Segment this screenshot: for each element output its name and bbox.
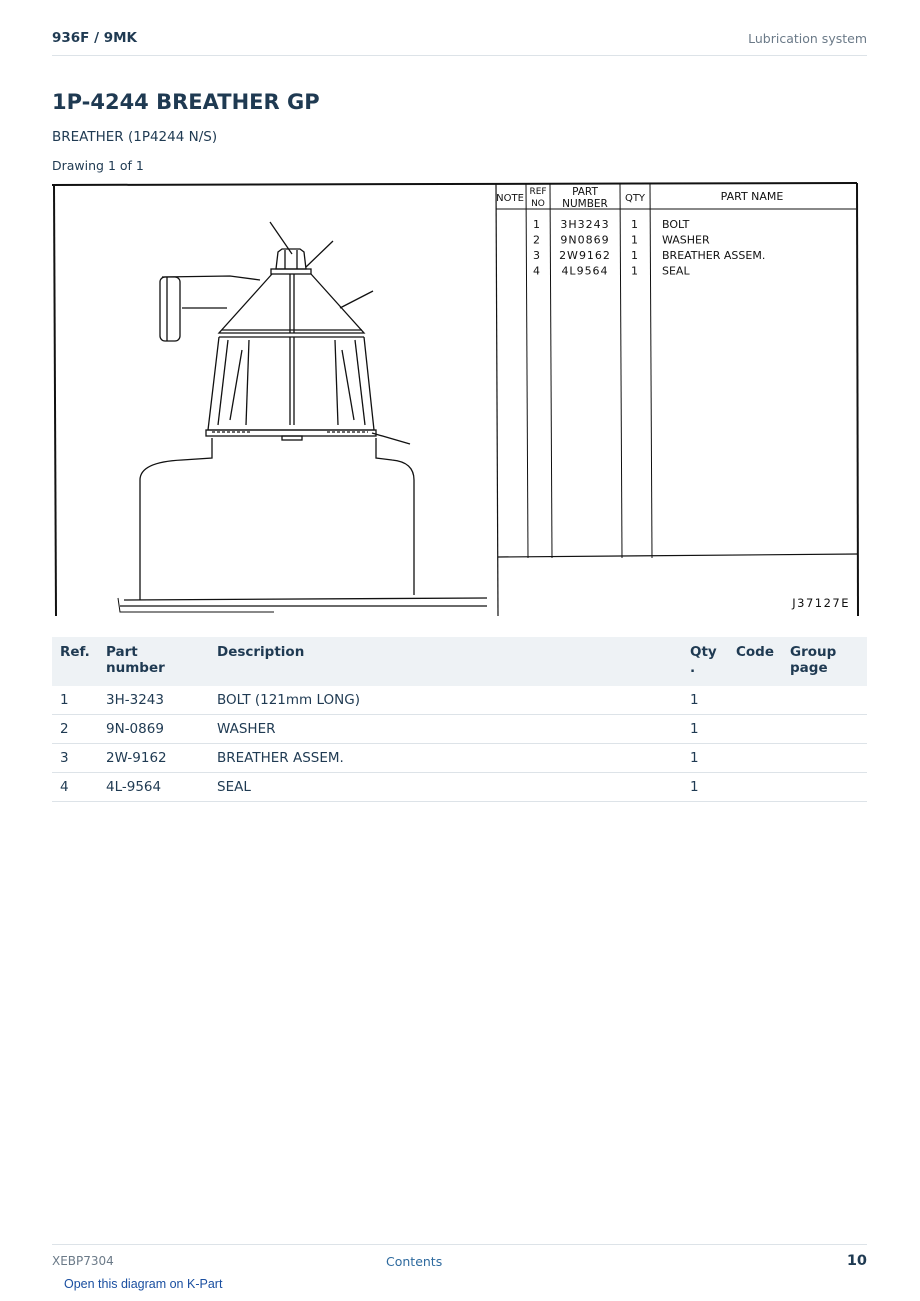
cell-code bbox=[728, 715, 782, 744]
drawing-header-part-2: NUMBER bbox=[562, 198, 608, 210]
cell-qty: 1 bbox=[682, 715, 728, 744]
drawing-row-qty: 1 bbox=[631, 249, 638, 262]
page-footer bbox=[52, 1244, 867, 1301]
drawing-row-ref: 3 bbox=[533, 249, 540, 262]
cell-ref: 4 bbox=[52, 773, 98, 802]
drawing-row-part-name: BOLT bbox=[662, 218, 690, 231]
drawing-row-qty: 1 bbox=[631, 218, 638, 231]
illustration-code: J37127E bbox=[792, 596, 850, 610]
col-group-page: Group page bbox=[782, 637, 867, 686]
document-id: XEBP7304 bbox=[52, 1254, 114, 1268]
drawing-header-part-1: PART bbox=[572, 186, 598, 198]
drawing-table-headers bbox=[496, 186, 783, 210]
table-row bbox=[52, 744, 867, 773]
model-label: 936F / 9MK bbox=[52, 30, 138, 46]
cell-part-number: 3H-3243 bbox=[98, 686, 209, 715]
cell-group-page bbox=[782, 744, 867, 773]
cell-ref: 2 bbox=[52, 715, 98, 744]
breather-illustration bbox=[118, 222, 487, 612]
drawing-row-part-name: BREATHER ASSEM. bbox=[662, 249, 766, 262]
drawing-row-part-number: 4L9564 bbox=[561, 264, 609, 278]
cell-part-number: 4L-9564 bbox=[98, 773, 209, 802]
kpart-link[interactable]: Open this diagram on K-Part bbox=[64, 1277, 223, 1291]
drawing-header-ref-2: NO bbox=[531, 199, 545, 209]
cell-description: BOLT (121mm LONG) bbox=[209, 686, 682, 715]
cell-code bbox=[728, 744, 782, 773]
drawing-label: Drawing 1 of 1 bbox=[52, 158, 144, 173]
drawing-row-ref: 2 bbox=[533, 233, 540, 247]
parts-table-body bbox=[52, 686, 867, 802]
drawing-row-part-name: WASHER bbox=[662, 233, 710, 247]
page-header bbox=[52, 28, 867, 56]
parts-diagram[interactable] bbox=[52, 180, 860, 618]
col-part-number: Part number bbox=[98, 637, 209, 686]
page-subtitle: BREATHER (1P4244 N/S) bbox=[52, 129, 218, 145]
drawing-header-qty: QTY bbox=[624, 193, 646, 204]
cell-code bbox=[728, 686, 782, 715]
section-label: Lubrication system bbox=[748, 31, 867, 46]
drawing-header-note: NOTE bbox=[496, 193, 524, 204]
cell-part-number: 2W-9162 bbox=[98, 744, 209, 773]
cell-group-page bbox=[782, 715, 867, 744]
contents-link[interactable]: Contents bbox=[386, 1254, 443, 1269]
col-qty: Qty . bbox=[682, 637, 728, 686]
cell-qty: 1 bbox=[682, 773, 728, 802]
drawing-row-part-number: 3H3243 bbox=[560, 218, 610, 231]
cell-code bbox=[728, 773, 782, 802]
cell-description: BREATHER ASSEM. bbox=[209, 744, 682, 773]
cell-group-page bbox=[782, 686, 867, 715]
table-row bbox=[52, 773, 867, 802]
cell-part-number: 9N-0869 bbox=[98, 715, 209, 744]
parts-table bbox=[52, 637, 867, 802]
drawing-row-part-number: 9N0869 bbox=[560, 233, 610, 247]
drawing-row-ref: 1 bbox=[533, 218, 540, 231]
cell-ref: 3 bbox=[52, 744, 98, 773]
drawing-table-rows bbox=[533, 218, 765, 278]
cell-description: WASHER bbox=[209, 715, 682, 744]
col-ref: Ref. bbox=[52, 637, 98, 686]
page-title: 1P-4244 BREATHER GP bbox=[52, 90, 320, 114]
cell-group-page bbox=[782, 773, 867, 802]
table-row bbox=[52, 686, 867, 715]
cell-qty: 1 bbox=[682, 686, 728, 715]
drawing-row-part-number: 2W9162 bbox=[559, 249, 611, 262]
cell-qty: 1 bbox=[682, 744, 728, 773]
page-number: 10 bbox=[846, 1253, 867, 1269]
cell-description: SEAL bbox=[209, 773, 682, 802]
drawing-row-qty: 1 bbox=[631, 233, 638, 247]
col-description: Description bbox=[209, 637, 682, 686]
cell-ref: 1 bbox=[52, 686, 98, 715]
table-row bbox=[52, 715, 867, 744]
drawing-row-qty: 1 bbox=[631, 264, 638, 278]
col-code: Code bbox=[728, 637, 782, 686]
drawing-header-ref-1: REF bbox=[529, 187, 547, 197]
drawing-row-part-name: SEAL bbox=[662, 264, 690, 278]
drawing-row-ref: 4 bbox=[533, 264, 540, 278]
drawing-header-part-name: PART NAME bbox=[720, 190, 784, 203]
parts-table-header-row bbox=[52, 637, 867, 686]
